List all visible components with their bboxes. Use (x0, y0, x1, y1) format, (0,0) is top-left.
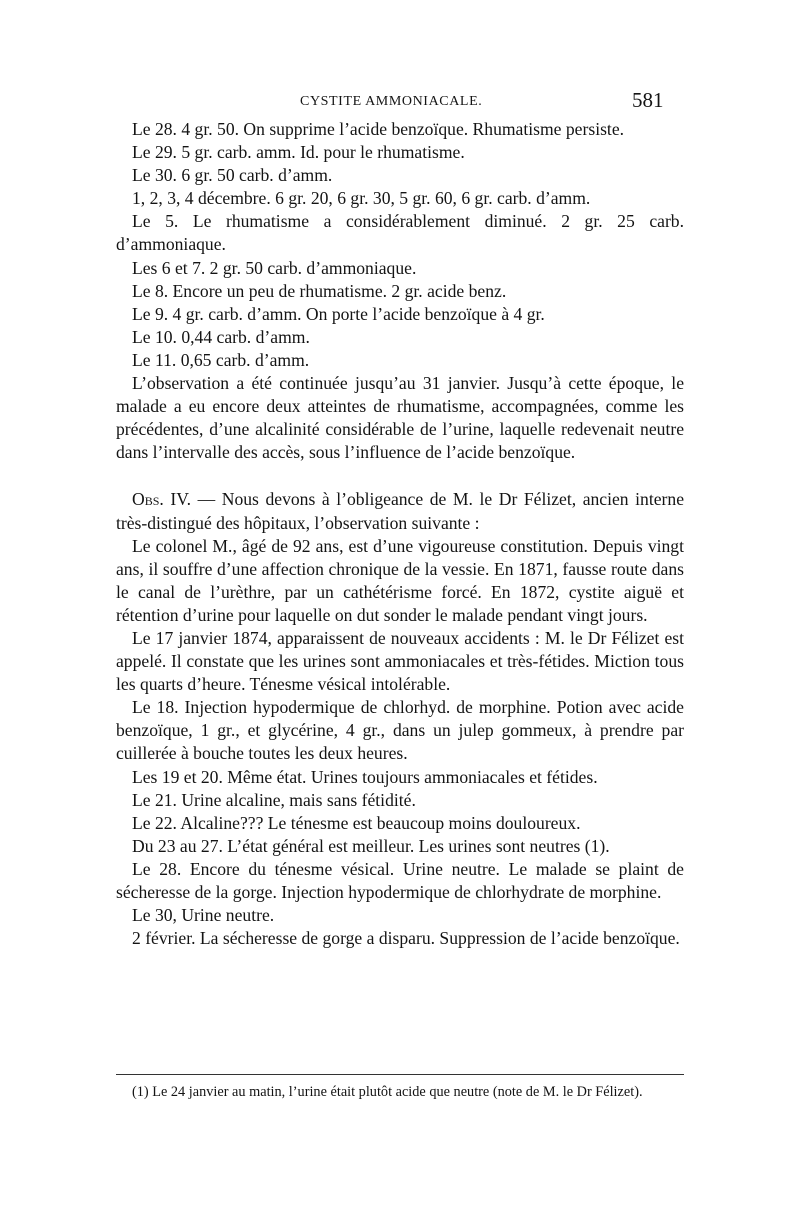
paragraph: Le 10. 0,44 carb. d’amm. (132, 326, 310, 347)
observation-intro-text: — Nous devons à l’obligeance de M. le Dr Félizet, ancien interne très-distingué des hôpitaux, l’observation suivante : (116, 489, 685, 533)
paragraph: Le 8. Encore un peu de rhumatisme. 2 gr. acide benz. (132, 280, 507, 301)
paragraph: Le 5. Le rhumatisme a considérablement diminué. 2 gr. 25 carb. d’ammoniaque. (116, 211, 684, 255)
observation-intro (116, 488, 684, 534)
paragraph: Le 29. 5 gr. carb. amm. Id. pour le rhumatisme. (132, 142, 465, 163)
paragraph: Le 17 janvier 1874, apparaissent de nouveaux accidents : M. le Dr Félizet est appelé. Il constate que les urines sont ammoniacales et très-fétides. Miction tous les quarts d’heure. Ténesme vésical intolérable. (116, 627, 684, 695)
paragraph: Le 30, Urine neutre. (132, 905, 275, 926)
paragraph: Le 30. 6 gr. 50 carb. d’amm. (132, 165, 333, 186)
paragraph: Le colonel M., âgé de 92 ans, est d’une vigoureuse constitution. Depuis vingt ans, il souffre d’une affection chronique de la vessie. En 1871, fausse route dans le canal de l’urèthre, par un cathétérisme forcé. En 1872, cystite aiguë et rétention d’urine pour laquelle on dut sonder le malade pendant vingt jours. (116, 535, 684, 625)
paragraph: 1, 2, 3, 4 décembre. 6 gr. 20, 6 gr. 30, 5 gr. 60, 6 gr. carb. d’amm. (132, 188, 591, 209)
paragraph: Les 19 et 20. Même état. Urines toujours ammoniacales et fétides. (132, 766, 598, 787)
paragraph: Le 9. 4 gr. carb. d’amm. On porte l’acide benzoïque à 4 gr. (132, 303, 545, 324)
paragraph: Le 21. Urine alcaline, mais sans fétidité. (132, 789, 416, 810)
paragraph: Le 28. 4 gr. 50. On supprime l’acide benzoïque. Rhumatisme persiste. (132, 119, 625, 139)
paragraph: Les 6 et 7. 2 gr. 50 carb. d’ammoniaque. (132, 257, 417, 278)
paragraph: Le 11. 0,65 carb. d’amm. (132, 349, 310, 370)
page-number: 581 (632, 88, 664, 112)
paragraph: 2 février. La sécheresse de gorge a disparu. Suppression de l’acide benzoïque. (132, 928, 680, 949)
running-title: CYSTITE AMMONIACALE. (300, 94, 483, 109)
paragraph: L’observation a été continuée jusqu’au 31 janvier. Jusqu’à cette époque, le malade a eu encore deux atteintes de rhumatisme, accompagnées, comme les précédentes, d’une alcalinité considérable de l’urine, laquelle redevenait neutre dans l’intervalle des accès, sous l’influence de l’acide benzoïque. (116, 373, 684, 463)
paragraph: Le 28. Encore du ténesme vésical. Urine neutre. Le malade se plaint de sécheresse de la gorge. Injection hypodermique de chlorhydrate de morphine. (116, 858, 684, 902)
body-text (116, 118, 684, 950)
paragraph: Le 22. Alcaline??? Le ténesme est beaucoup moins douloureux. (132, 812, 581, 833)
observation-label: Obs. IV. (132, 489, 192, 510)
section-gap (116, 464, 684, 488)
footnote: (1) Le 24 janvier au matin, l’urine était plutôt acide que neutre (note de M. le Dr Félizet). (132, 1084, 643, 1100)
footnote-divider (116, 1074, 684, 1075)
paragraph: Le 18. Injection hypodermique de chlorhyd. de morphine. Potion avec acide benzoïque, 1 gr., et glycérine, 4 gr., dans un julep gommeux, à prendre par cuillerée à bouche toutes les deux heures. (116, 697, 684, 764)
paragraph: Du 23 au 27. L’état général est meilleur. Les urines sont neutres (1). (132, 835, 610, 856)
